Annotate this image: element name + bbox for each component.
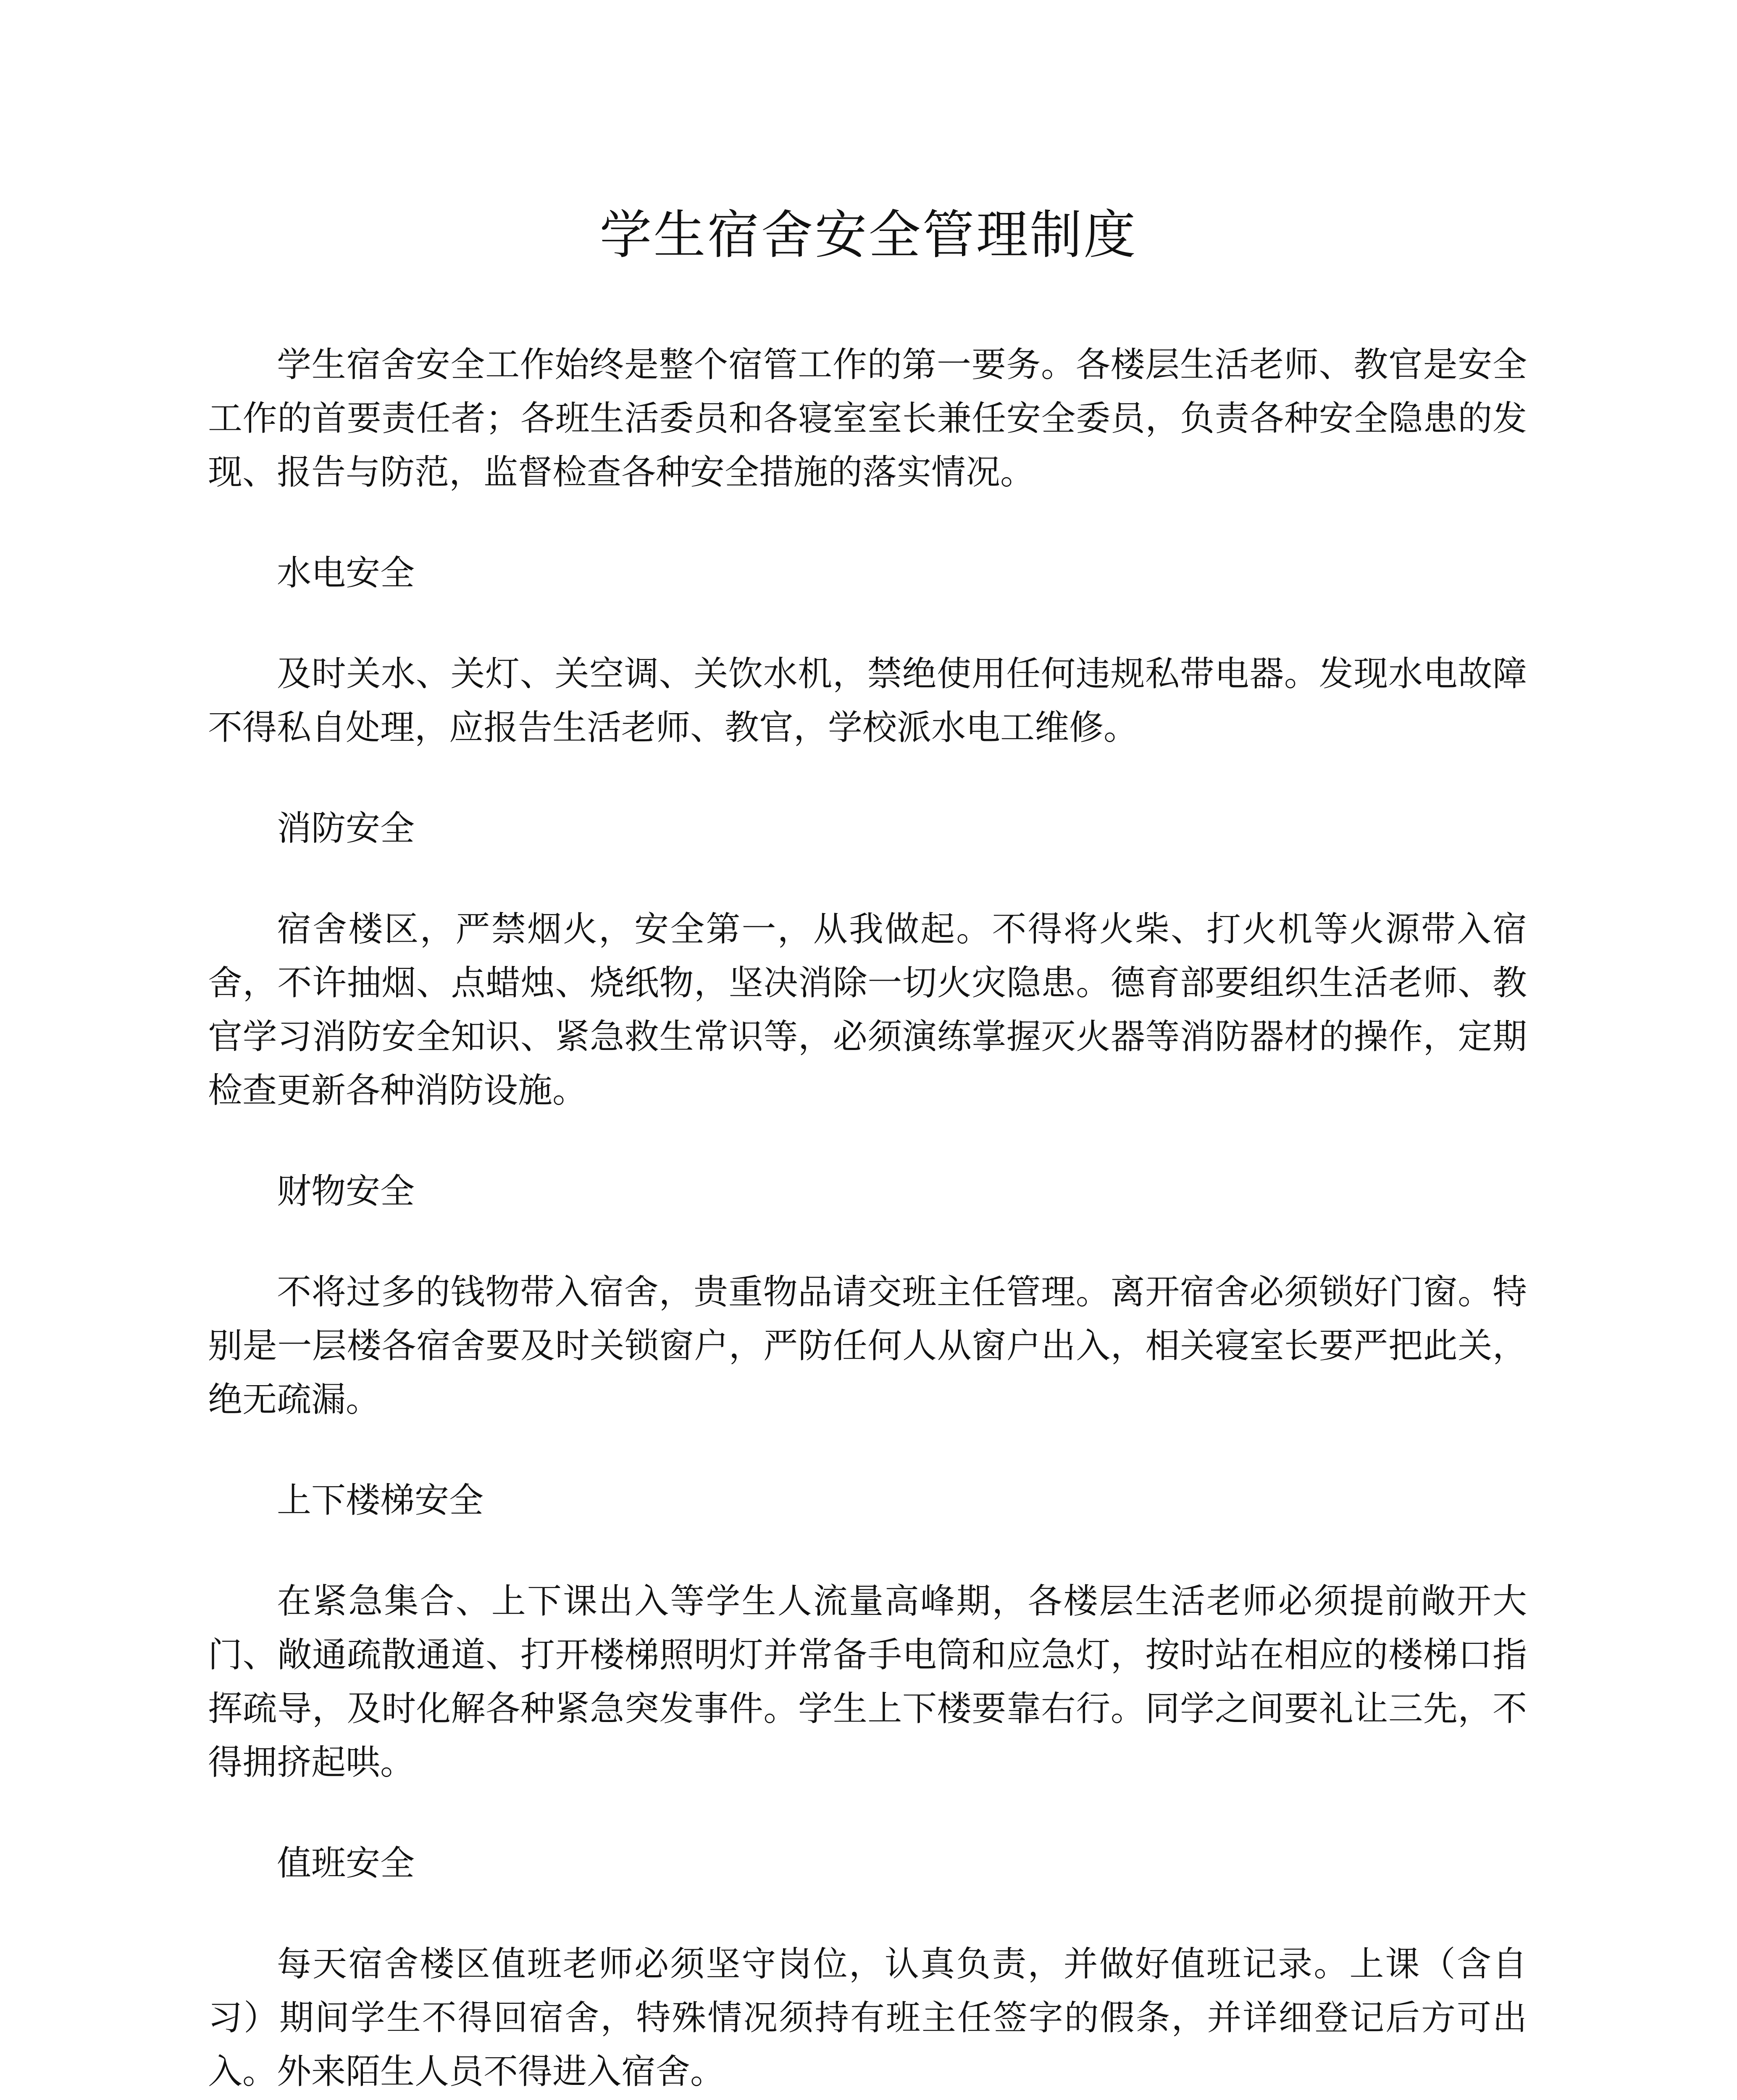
document-body <box>208 338 1527 2100</box>
section-heading-duty: 值班安全 <box>277 1843 415 1883</box>
section-body-fire: 宿舍楼区，严禁烟火，安全第一，从我做起。不得将火柴、打火机等火源带入宿舍，不许抽烟、点蜡烛、烧纸物，坚决消除一切火灾隐患。德育部要组织生活老师、教官学习消防安全知识、紧急救生常识等，必须演练掌握灭火器等消防器材的操作，定期检查更新各种消防设施。 <box>208 909 1527 1110</box>
document-title: 学生宿舍安全管理制度 <box>599 205 1138 265</box>
section-heading-stairs: 上下楼梯安全 <box>277 1480 484 1520</box>
section-heading-water-electric: 水电安全 <box>277 553 415 593</box>
section-body-duty: 每天宿舍楼区值班老师必须坚守岗位，认真负责，并做好值班记录。上课（含自习）期间学生不得回宿舍，特殊情况须持有班主任签字的假条，并详细登记后方可出入。外来陌生人员不得进入宿舍。 <box>208 1944 1527 2092</box>
section-body-stairs: 在紧急集合、上下课出入等学生人流量高峰期，各楼层生活老师必须提前敞开大门、敞通疏散通道、打开楼梯照明灯并常备手电筒和应急灯，按时站在相应的楼梯口指挥疏导，及时化解各种紧急突发事件。学生上下楼要靠右行。同学之间要礼让三先，不得拥挤起哄。 <box>208 1581 1527 1782</box>
section-body-water-electric: 及时关水、关灯、关空调、关饮水机，禁绝使用任何违规私带电器。发现水电故障不得私自处理，应报告生活老师、教官，学校派水电工维修。 <box>208 654 1527 748</box>
section-body-property: 不将过多的钱物带入宿舍，贵重物品请交班主任管理。离开宿舍必须锁好门窗。特别是一层楼各宿舍要及时关锁窗户，严防任何人从窗户出入，相关寝室长要严把此关，绝无疏漏。 <box>208 1272 1527 1420</box>
intro-paragraph: 学生宿舍安全工作始终是整个宿管工作的第一要务。各楼层生活老师、教官是安全工作的首要责任者；各班生活委员和各寝室室长兼任安全委员，负责各种安全隐患的发现、报告与防范，监督检查各种安全措施的落实情况。 <box>208 345 1527 492</box>
section-heading-fire: 消防安全 <box>277 808 415 848</box>
section-heading-property: 财物安全 <box>277 1171 415 1211</box>
